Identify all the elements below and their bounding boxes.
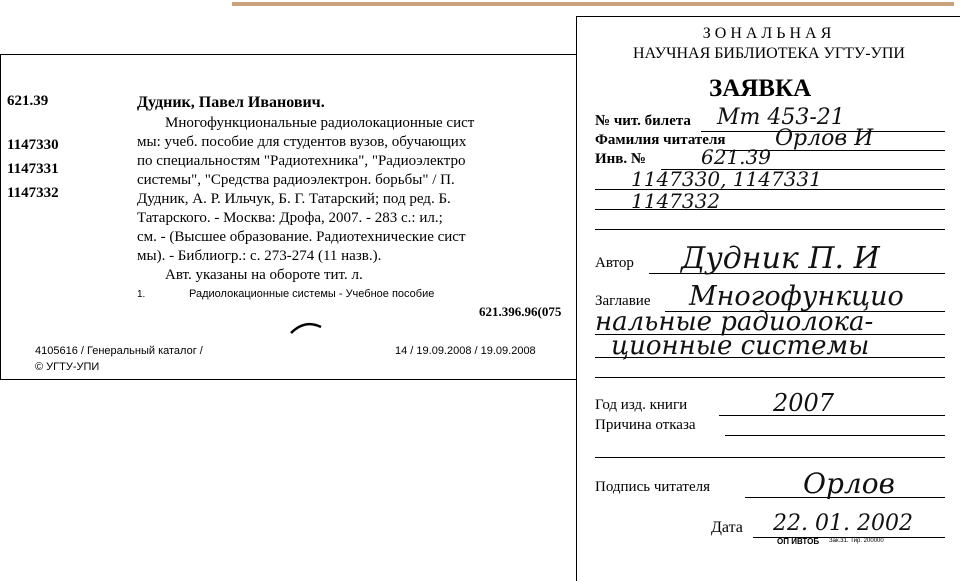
class-number: 621.39: [7, 93, 49, 109]
catalog-card: [0, 54, 600, 380]
inventory-number: 1147330: [7, 137, 59, 153]
description-line: мы: учеб. пособие для студентов вузов, обучающих: [137, 134, 467, 150]
ticket-value: Мт 453-21: [717, 105, 845, 130]
author-note: Авт. указаны на обороте тит. л.: [165, 267, 363, 283]
inventory-number: 1147332: [7, 185, 59, 201]
reader-signature: Орлов: [803, 467, 895, 500]
author-label: Автор: [595, 255, 634, 271]
subject-heading: Радиолокационные системы - Учебное пособие: [189, 288, 435, 300]
refusal-reason-line: [725, 435, 945, 436]
inventory-label: Инв. №: [595, 151, 646, 167]
description-line: см. - (Высшее образование. Радиотехнические сист: [137, 229, 466, 245]
date-value: 22. 01. 2002: [773, 511, 913, 536]
description-line: системы", "Средства радиоэлектрон. борьбы" / П.: [137, 172, 455, 188]
copyright: © УГТУ-УПИ: [35, 361, 100, 373]
print-mark-small: Зак.31. Тир. 200000: [829, 538, 884, 544]
refusal-reason-label: Причина отказа: [595, 417, 696, 433]
year-value: 2007: [773, 389, 835, 417]
title-label: Заглавие: [595, 293, 651, 309]
slip-title: ЗАЯВКА: [709, 75, 812, 102]
top-decorative-rule: [232, 2, 954, 6]
slip-header-line1: ЗОНАЛЬНАЯ: [702, 25, 836, 42]
description-line: Татарского. - Москва: Дрофа, 2007. - 283 с.: ил.;: [137, 210, 443, 226]
blank-line: [595, 457, 945, 458]
hole-arc-mark: [287, 319, 327, 335]
slip-header-line2: НАУЧНАЯ БИБЛИОТЕКА УГТУ-УПИ: [633, 45, 905, 62]
print-mark: ОП ИВТОБ: [777, 537, 820, 546]
surname-label: Фамилия читателя: [595, 132, 726, 148]
title-value-line1: Многофункцио: [689, 281, 904, 312]
blank-line: [595, 229, 945, 230]
inventory-value-line2: 1147330, 1147331: [631, 167, 822, 191]
author-value: Дудник П. И: [681, 241, 880, 276]
title-value-line2: нальные радиолока-: [595, 307, 874, 337]
description-line: Дудник, А. Р. Ильчук, Б. Г. Татарский; под ред. Б.: [137, 191, 451, 207]
request-slip: [576, 16, 960, 581]
year-label: Год изд. книги: [595, 397, 688, 413]
blank-line: [595, 377, 945, 378]
catalog-footer-left: 4105616 / Генеральный каталог /: [35, 345, 203, 357]
author-heading: Дудник, Павел Иванович.: [137, 94, 325, 111]
extra-class-number: 621.396.96(075: [479, 304, 562, 319]
description-line: по специальностям "Радиотехника", "Радиоэлектро: [137, 153, 466, 169]
ticket-label: № чит. билета: [595, 113, 691, 129]
subject-index: 1.: [137, 289, 146, 300]
description-line: мы). - Библиогр.: с. 273-274 (11 назв.).: [137, 248, 382, 264]
title-value-line3: ционные системы: [611, 331, 870, 361]
inventory-number: 1147331: [7, 161, 59, 177]
catalog-footer-right: 14 / 19.09.2008 / 19.09.2008: [395, 345, 536, 357]
description-line: Многофункциональные радиолокационные сист: [165, 115, 475, 131]
inventory-value-line3: 1147332: [631, 189, 721, 213]
inventory-value: 621.39: [701, 145, 771, 169]
date-label: Дата: [711, 519, 743, 536]
signature-label: Подпись читателя: [595, 479, 711, 495]
surname-value: Орлов И: [775, 126, 874, 151]
